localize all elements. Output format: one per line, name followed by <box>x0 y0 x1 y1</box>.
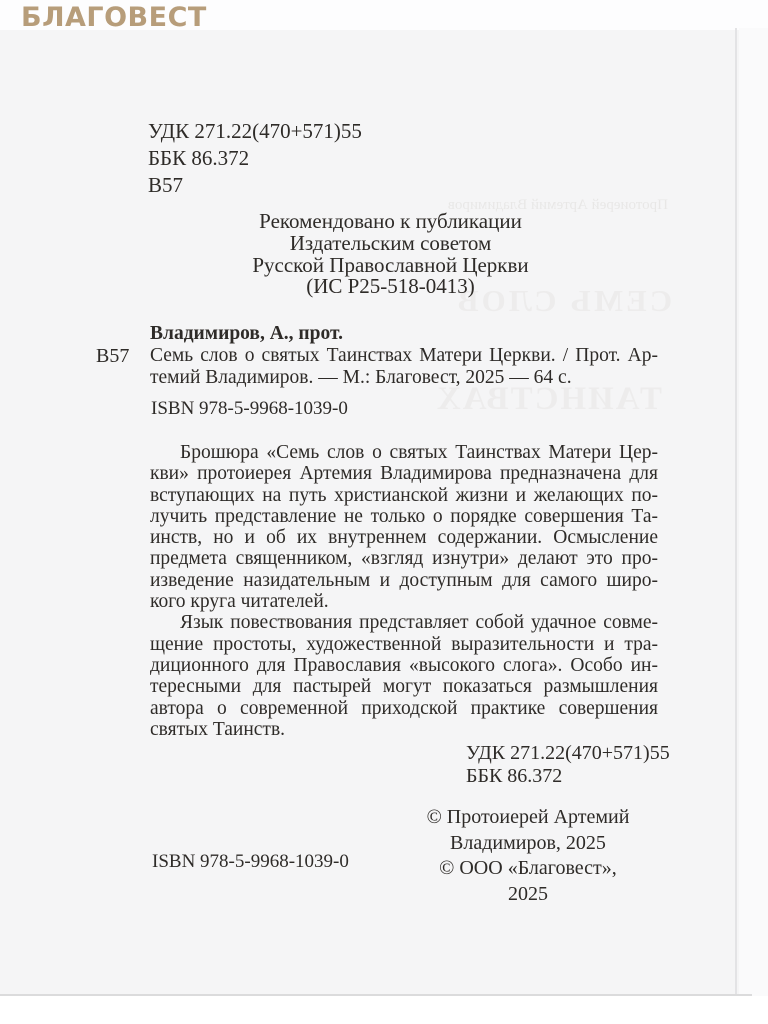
annotation-line: щение простоты, художественной выразительности и тра- <box>150 633 658 655</box>
copyright-block <box>419 805 637 907</box>
isbn-top: ISBN 978-5-9968-1039-0 <box>151 398 348 419</box>
annotation-line: инств, но и об их внутреннем содержании. Осмысление <box>150 527 658 549</box>
annotation-line: святых Таинств. <box>150 718 286 740</box>
copyright-author-line: © Протоиерей Артемий <box>426 806 630 828</box>
recommendation-line: (ИС Р25-518-0413) <box>306 274 475 299</box>
udk-block-bottom <box>466 742 670 787</box>
bbk-number-bottom: ББК 86.372 <box>466 764 563 787</box>
catalog-card <box>96 323 658 389</box>
show-through-title-word-1: СЕМЬ СЛОВ <box>455 283 673 318</box>
annotation-line: автора о современной приходской практике совершения <box>150 697 658 719</box>
annotation-line: диционного для Православия «высокого слога». Особо ин- <box>150 654 658 676</box>
bbk-number: ББК 86.372 <box>148 146 250 170</box>
annotation-line: Брошюра «Семь слов о святых Таинствах Матери Цер- <box>180 442 658 463</box>
annotation-line: тересными для пастырей могут показаться размышления <box>150 676 658 698</box>
copyright-publisher-line: © ООО «Благовест», 2025 <box>439 857 617 905</box>
annotation-line: кого круга читателей. <box>150 591 329 613</box>
annotation-line: Язык повествования представляет собой удачное совме- <box>180 612 658 634</box>
annotation-line: предмета священником, «взгляд изнутри» делают это про- <box>150 548 658 570</box>
author-code: В57 <box>148 173 184 197</box>
udk-number-bottom: УДК 271.22(470+571)55 <box>466 742 670 764</box>
annotation-block <box>150 442 658 740</box>
copyright-author-line: Владимиров, 2025 <box>450 831 606 854</box>
catalog-author-code: В57 <box>96 345 130 367</box>
annotation-line: вступающих на путь христианской жизни и желающих по- <box>150 484 658 506</box>
recommendation-line: Русской Православной Церкви <box>252 252 529 277</box>
udk-number: УДК 271.22(470+571)55 <box>148 119 362 143</box>
annotation-line: кви» протоиерея Артемия Владимирова предназначена для <box>150 463 658 485</box>
udk-block <box>148 118 362 199</box>
page-right-margin <box>739 28 768 996</box>
show-through-title-word-2: ТАИНСТВАХ <box>435 381 662 417</box>
shop-watermark-logo: БЛАГОВЕСТ <box>21 2 207 33</box>
recommendation-line: Рекомендовано к публикации <box>259 209 522 233</box>
catalog-author: Владимиров, А., прот. <box>150 323 343 344</box>
photo-bottom-background <box>0 996 768 1024</box>
isbn-bottom: ISBN 978-5-9968-1039-0 <box>152 851 349 872</box>
page-right-edge <box>735 28 737 994</box>
annotation-line: лучить представление не только о порядке совершения Та- <box>150 505 658 527</box>
catalog-title-line: темий Владимиров. — М.: Благовест, 2025 — 64 с. <box>150 367 572 388</box>
annotation-line: изведение назидательным и доступным для самого широ- <box>150 569 658 591</box>
show-through-header: Протоиерей Артемий Владимиров <box>447 197 668 213</box>
church-recommendation-block <box>118 211 663 298</box>
recommendation-line: Издательским советом <box>289 230 492 255</box>
catalog-title-line: Семь слов о святых Таинствах Матери Церкви. / Прот. Ар- <box>150 345 658 366</box>
